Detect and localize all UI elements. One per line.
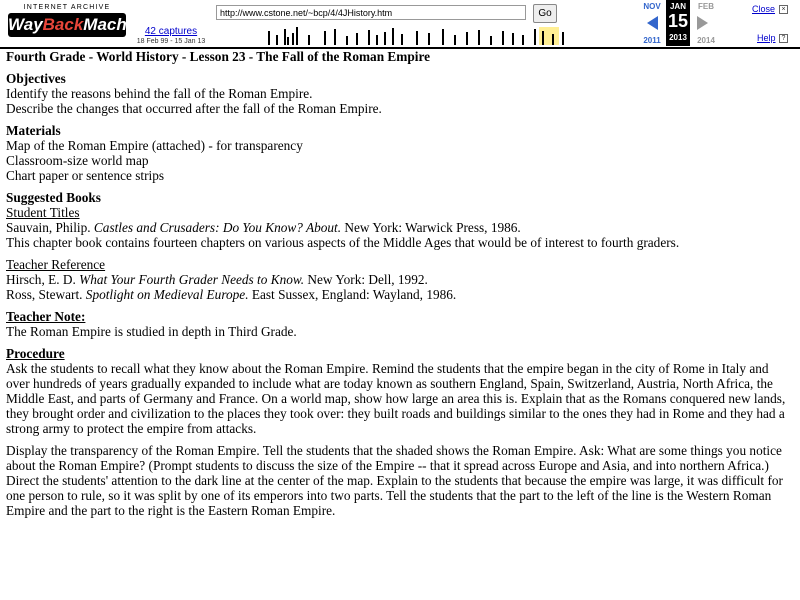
prev-month-label[interactable]: NOV: [643, 2, 661, 11]
wayback-logo[interactable]: [8, 4, 152, 42]
sparkline-tick: [356, 33, 358, 45]
sparkline-tick: [512, 33, 514, 45]
current-day-label: 15: [667, 11, 689, 31]
captures-range: 18 Feb 99 - 15 Jan 13: [136, 38, 206, 45]
suggested-books-heading: Suggested Books: [6, 190, 101, 205]
capture-sparkline[interactable]: [216, 27, 606, 45]
sparkline-tick: [324, 31, 326, 45]
captures-link[interactable]: 42 captures: [144, 26, 198, 37]
sparkline-tick: [552, 34, 554, 45]
sparkline-tick: [478, 30, 480, 45]
sparkline-tick: [542, 31, 544, 45]
sparkline-tick: [284, 29, 286, 45]
sparkline-tick: [308, 35, 310, 45]
teacher-note-text: The Roman Empire is studied in depth in Third Grade.: [6, 324, 297, 339]
sparkline-tick: [490, 36, 492, 45]
next-year-label: 2014: [697, 36, 715, 45]
sparkline-tick: [276, 35, 278, 45]
url-input[interactable]: http://www.cstone.net/~bcp/4/4JHistory.htm: [216, 5, 526, 20]
sparkline-tick: [562, 32, 564, 45]
sparkline-tick: [368, 30, 370, 45]
student-book-citation: Sauvain, Philip. Castles and Crusaders: Do You Know? About. New York: Warwick Press, 1986.: [6, 220, 521, 235]
sparkline-tick: [416, 31, 418, 45]
sparkline-tick: [502, 31, 504, 45]
go-button[interactable]: Go: [533, 4, 557, 23]
objective-item: Identify the reasons behind the fall of the Roman Empire.: [6, 86, 313, 101]
sparkline-tick: [466, 32, 468, 45]
teacher-note-heading: Teacher Note:: [6, 309, 86, 324]
teacher-reference-heading: Teacher Reference: [6, 257, 106, 272]
materials-heading: Materials: [6, 123, 61, 138]
wayback-toolbar: [0, 0, 800, 49]
close-icon[interactable]: ×: [779, 5, 788, 14]
material-item: Classroom-size world map: [6, 153, 149, 168]
sparkline-tick: [287, 37, 289, 45]
wayback-machine-wordmark: WayBackMachine: [8, 13, 126, 37]
objective-item: Describe the changes that occurred after the fall of the Roman Empire.: [6, 101, 382, 116]
student-book-description: This chapter book contains fourteen chapters on various aspects of the Middle Ages that would be of interest to fourth graders.: [6, 235, 680, 250]
page-title: Fourth Grade - World History - Lesson 23 - The Fall of the Roman Empire: [6, 49, 431, 64]
next-capture-arrow-icon: [697, 16, 708, 30]
sparkline-tick: [296, 27, 298, 45]
close-link[interactable]: Close: [752, 4, 776, 14]
help-link[interactable]: Help: [757, 33, 776, 43]
procedure-heading: Procedure: [6, 346, 65, 361]
internet-archive-label: INTERNET ARCHIVE: [23, 4, 111, 11]
sparkline-tick: [268, 31, 270, 45]
prev-year-label[interactable]: 2011: [643, 36, 661, 45]
material-item: Chart paper or sentence strips: [6, 168, 165, 183]
sparkline-tick: [454, 35, 456, 45]
sparkline-tick: [522, 35, 524, 45]
sparkline-tick: [401, 34, 403, 45]
prev-capture-arrow-icon[interactable]: [647, 16, 658, 30]
sparkline-tick: [376, 35, 378, 45]
sparkline-tick: [292, 33, 294, 45]
sparkline-tick: [384, 32, 386, 45]
procedure-paragraph: Display the transparency of the Roman Empire. Tell the students that the shaded shows the Roman Empire. Ask: What are some things you notice about the Roman Empire? (Prompt students to discuss the size of the Empire -- that it spread across Europe and Asia, and into northern Africa.) Direct the students' attention to the dark line at the center of the map. Explain to the students that because the empire was large, it was difficult for one person to rule, so it was split by one of its emperors into two parts. Tell the students that the part to the left of the line is the Western Roman Empire and the part to the right is the Eastern Roman Empire.: [6, 443, 783, 518]
objectives-heading: Objectives: [6, 71, 66, 86]
sparkline-tick: [346, 36, 348, 45]
teacher-reference-citation: Ross, Stewart. Spotlight on Medieval Europe. East Sussex, England: Wayland, 1986.: [6, 287, 457, 302]
material-item: Map of the Roman Empire (attached) - for transparency: [6, 138, 303, 153]
sparkline-tick: [392, 28, 394, 45]
sparkline-tick: [442, 29, 444, 45]
next-month-label: FEB: [698, 2, 714, 11]
page-content: [6, 49, 794, 518]
help-icon[interactable]: ?: [779, 34, 788, 43]
sparkline-tick: [534, 29, 536, 45]
current-capture-date: [666, 0, 690, 46]
procedure-paragraph: Ask the students to recall what they know about the Roman Empire. Remind the students that the empire began in the city of Rome in Italy and over hundreds of years gradually expanded to include what are today known as southern England, Spain, Switzerland, Austria, North Africa, the Middle East, and parts of Germany and France. On a world map, show how large an area this is. Explain that as the Romans conquered new lands, they brought order and civilization to the places they took over: they built roads and buildings similar to the ones they had in Rome and they had a strong army to protect the empire from attacks.: [6, 361, 786, 436]
student-titles-heading: Student Titles: [6, 205, 80, 220]
sparkline-tick: [334, 29, 336, 45]
sparkline-tick: [428, 33, 430, 45]
current-year-label: 2013: [669, 33, 687, 42]
captures-info: [136, 26, 206, 45]
teacher-reference-citation: Hirsch, E. D. What Your Fourth Grader Needs to Know. New York: Dell, 1992.: [6, 272, 428, 287]
current-month-label: JAN: [669, 2, 686, 11]
